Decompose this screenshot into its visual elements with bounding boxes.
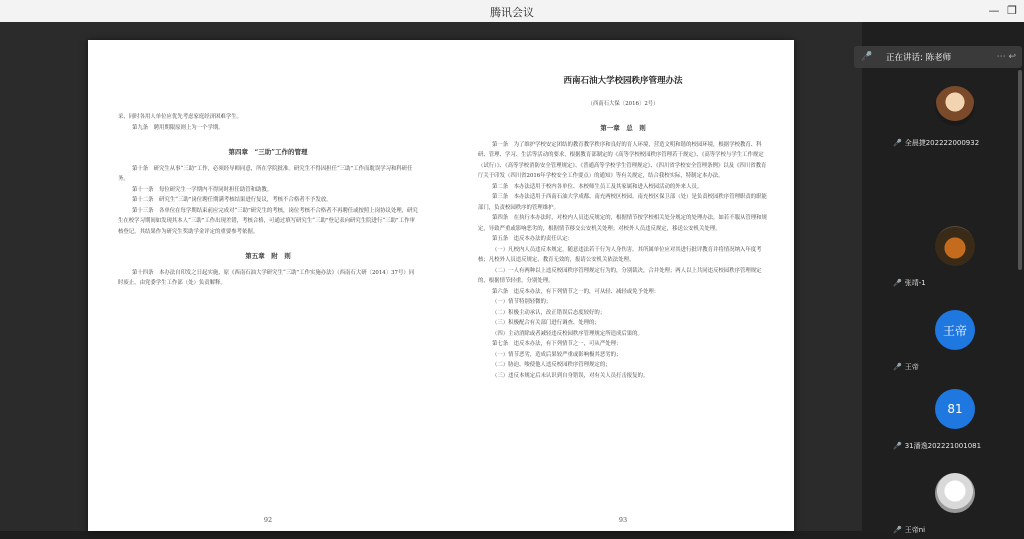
- chapter-heading: 第四章 “三助”工作的管理: [228, 148, 308, 156]
- participant-name: [893, 138, 979, 148]
- participant-name-text: 王帝: [904, 363, 919, 371]
- doc-paragraph: （二）一人有两种以上违反校园秩序管理规定行为的，分别裁决，合并处理；两人以上共同违反校园秩序管理规定的，根据情节轻重，分别处理。: [478, 267, 762, 284]
- participant-name: [893, 441, 981, 451]
- doc-paragraph: （二）积极主动承认，改正错误后态度较好的；: [492, 309, 606, 316]
- document-number: （西南石大保〔2016〕2号）: [587, 100, 659, 107]
- participant-name: [893, 278, 926, 288]
- mic-icon: 🎤: [893, 442, 902, 450]
- avatar: [935, 86, 975, 126]
- mic-icon: 🎤: [893, 139, 902, 147]
- doc-paragraph: 第十条 研究生从事“三助”工作，必须经导师同意，所在学院批准。研究生不得因担任“三助”工作而耽误学习和科研任务。: [118, 165, 413, 182]
- doc-paragraph: 采，同时各用人单位应优先考虑家庭经济困难学生。: [118, 114, 242, 120]
- doc-paragraph: 第一条 为了维护学校安定团结的教育教学秩序和良好的育人环境，营造文明和谐的校园环境，根据学校教育、科研、管理、学习、生活等活动的要求，根据教育部制定的《高等学校校园秩序管理若干规定》、《高等学校与学生工作规定（试行）》、《高等学校消防安全管理规定》、《普通高等学校学生管理规定》、《四川省学校安全管理条例》以及《四川省教育厅关于印发（四川省2016年学校安全工作要点）的通知》等有关规定，结合我校实际，特制定本办法。: [478, 141, 767, 179]
- participant-name: [893, 525, 925, 535]
- restore-button[interactable]: ❐: [1007, 4, 1017, 17]
- mic-icon: 🎤: [893, 363, 902, 371]
- avatar: [935, 473, 975, 513]
- active-speaker-banner: [854, 46, 1022, 68]
- doc-paragraph: 第十四条 本办法自印发之日起实施，原《西南石油大学研究生“三助”工作实施办法》（西南石大研〔2014〕37号）同时废止，由党委学生工作部（处）负责解释。: [118, 269, 415, 286]
- avatar: [935, 226, 975, 266]
- sidebar-scrollbar[interactable]: [1018, 70, 1022, 270]
- doc-paragraph: （一）情节恶劣，造成后果较严重或影响极其恶劣的；: [492, 351, 622, 358]
- chapter-heading: 第五章 附 则: [245, 252, 291, 260]
- doc-paragraph: （四）主动消除或者减轻违反校园秩序管理规定所造成后果的。: [492, 330, 643, 337]
- avatar: 81: [935, 389, 975, 429]
- doc-paragraph: 第三条 本办法适用于西南石油大学成都、南充两校区校园。南充校区保卫部（处）是负责校园秩序管理职责的职能部门，负责校园秩序的管理维护。: [478, 194, 767, 211]
- mic-icon: 🎤: [893, 279, 902, 287]
- participant-tile[interactable]: [888, 455, 1022, 539]
- shared-screen-area: [0, 22, 862, 531]
- speaker-options-icon[interactable]: ⋯ ↩: [996, 52, 1016, 62]
- participant-tile[interactable]: [888, 371, 1022, 455]
- doc-paragraph: 第六条 违反本办法，有下列情节之一的，可从轻、减轻或免予处理：: [492, 288, 660, 295]
- page-number: 92: [263, 515, 273, 524]
- doc-paragraph: 第七条 违反本办法，有下列情节之一，可从严处理：: [492, 341, 622, 347]
- doc-paragraph: （一）凡校内人员违反本规定，随意违法若干行为人身伤害，其所属单位应对其进行批评教育并将情况纳入年度考核；凡校外人员违反规定，教育无效的，报请公安机关依法处理。: [478, 246, 762, 263]
- participant-tile[interactable]: [888, 68, 1022, 152]
- minimize-button[interactable]: —: [988, 4, 1000, 17]
- doc-paragraph: 第十一条 每位研究生一学期内不得同时担任助管和助教。: [132, 186, 273, 193]
- doc-paragraph: 第十三条 各单位在每学期结束前应完成对“三助”研究生的考核，岗位考核不合格者不再聘任或按照上岗协议处理，研究生在校学习期间如发现其本人“三助”工作出现差错，考核合格，可通过填写研究生“三助”登记表向研究生院进行“三助”工作审核登记，其结果作为研究生奖助学金评定的重要参考依据。: [118, 207, 418, 235]
- doc-paragraph: （三）违反本规定后未认识到自身错误，对有关人员打击报复的。: [492, 372, 649, 379]
- window-titlebar: [0, 0, 1024, 23]
- mic-icon: 🎤: [861, 52, 873, 62]
- doc-paragraph: （二）胁迫、唆使他人违反校园秩序管理规定的；: [492, 362, 611, 368]
- mic-icon: 🎤: [893, 526, 902, 534]
- active-speaker-label: 正在讲话: 陈老师: [886, 53, 952, 63]
- doc-paragraph: 第十二条 研究生“三助”岗位聘任期满考核结果进行复议，考核不合格者不予发放。: [132, 197, 332, 203]
- doc-paragraph: （三）积极配合有关部门进行调查、处理的；: [492, 320, 600, 326]
- shared-document: [88, 40, 794, 531]
- doc-paragraph: 第九条 聘用期限原则上为一个学期。: [132, 124, 224, 131]
- participant-name-text: 王帝ni: [904, 526, 926, 534]
- doc-paragraph: 第二条 本办法适用于校内各单位、本校师生员工及其家属和进入校园活动的外来人员。: [492, 183, 703, 190]
- document-page-left: [118, 40, 418, 531]
- participant-name-text: 全晨捷202222000932: [904, 139, 980, 147]
- document-title: 西南石油大学校园秩序管理办法: [563, 76, 683, 86]
- doc-paragraph: 第五条 违反本办法的责任认定：: [492, 236, 573, 242]
- participant-tile[interactable]: [888, 208, 1022, 292]
- avatar: 王帝: [935, 310, 975, 350]
- chapter-heading: 第一章 总 则: [600, 124, 646, 132]
- window-title: 腾讯会议: [490, 6, 534, 19]
- participant-tile[interactable]: [888, 292, 1022, 376]
- participant-name-text: 张靖-1: [904, 279, 926, 287]
- doc-paragraph: 第四条 在执行本办法时，对校内人员违反规定的，根据情节按学校相关处分规定的处理办法。如若不服从管理和规定，导致严重或影响恶劣的，根据情节移交公安机关处理；对校外人员违反规定，移送公安机关处理。: [478, 215, 767, 232]
- document-page-right: [478, 40, 768, 531]
- participant-name-text: 31潘逸202221001081: [904, 442, 982, 450]
- page-number: 93: [618, 515, 628, 524]
- doc-paragraph: （一）情节特别轻微的；: [492, 299, 552, 305]
